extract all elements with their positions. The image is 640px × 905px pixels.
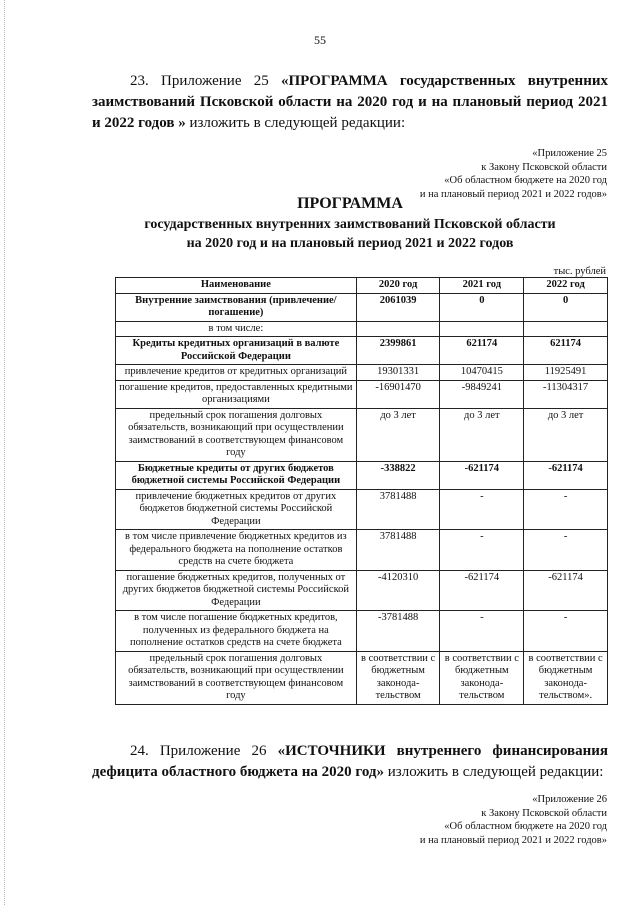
table-row [116,337,608,365]
table-row [116,651,608,704]
row-2022: -11304317 [524,380,608,408]
item-23-prefix: 23. Приложение 25 [130,73,281,89]
annex-25-line3: «Об областном бюджете на 2020 год [444,175,607,186]
row-name: в том числе погашение бюджетных кредитов, полученных из федерального бюджета на пополнение остатков средств на счете бюджета [116,611,357,652]
unit-label: тыс. рублей [553,266,606,277]
row-name: погашение кредитов, предоставленных кредитными организациями [116,380,357,408]
table-row [116,293,608,321]
row-2021 [440,321,524,337]
row-2020: в соответствии с бюджетным законода-тельством [356,651,440,704]
table-row [116,489,608,530]
row-2022 [524,321,608,337]
annex-26-header [420,793,607,847]
row-2022: - [524,530,608,571]
row-name: Кредиты кредитных организаций в валюте Российской Федерации [116,337,357,365]
table-row [116,408,608,461]
row-2021: - [440,530,524,571]
annex-26-line3: «Об областном бюджете на 2020 год [444,821,607,832]
annex-25-line2: к Закону Псковской области [481,161,607,173]
row-2022: до 3 лет [524,408,608,461]
table-row [116,365,608,381]
row-2020: 2399861 [356,337,440,365]
table-row [116,321,608,337]
table-row [116,570,608,611]
row-2020: до 3 лет [356,408,440,461]
row-2021: 10470415 [440,365,524,381]
borrowing-table [115,277,608,705]
row-2021: -9849241 [440,380,524,408]
row-2022: - [524,489,608,530]
row-2022: - [524,611,608,652]
table-row [116,530,608,571]
program-title: ПРОГРАММА [297,195,403,212]
row-2021: -621174 [440,570,524,611]
row-2022: в соответствии с бюджетным законода-тельством». [524,651,608,704]
program-subtitle-line1: государственных внутренних заимствований Псковской области [144,217,556,232]
item-24-bold: «ИСТОЧНИКИ внутреннего финансирования дефицита областного бюджета на 2020 год» [92,743,608,780]
row-2021: до 3 лет [440,408,524,461]
row-2020: -16901470 [356,380,440,408]
margin-line [4,0,6,905]
row-name: привлечение бюджетных кредитов от других бюджетов бюджетной системы Российской Федерации [116,489,357,530]
row-2021: -621174 [440,461,524,489]
row-name: в том числе привлечение бюджетных кредитов из федерального бюджета на пополнение остатков средств на счете бюджета [116,530,357,571]
table-row [116,380,608,408]
row-name: предельный срок погашения долговых обязательств, возникающий при осуществлении заимствований в соответствующем финансовом году [116,651,357,704]
header-2020: 2020 год [356,278,440,294]
row-2020: 3781488 [356,530,440,571]
row-2021: в соответствии с бюджетным законода-тельством [440,651,524,704]
row-name: в том числе: [116,321,357,337]
item-23-paragraph [92,71,608,134]
annex-25-line1: «Приложение 25 [532,148,607,159]
row-name: Бюджетные кредиты от других бюджетов бюджетной системы Российской Федерации [116,461,357,489]
table-header-row [116,278,608,294]
row-name: погашение бюджетных кредитов, полученных от других бюджетов бюджетной системы Российской Федерации [116,570,357,611]
annex-25-header [420,147,607,201]
program-subtitle [92,215,608,253]
annex-26-line4: и на плановый период 2021 и 2022 годов» [419,834,607,846]
row-2020: -3781488 [356,611,440,652]
item-24-paragraph [92,741,608,783]
row-2020 [356,321,440,337]
item-23-suffix: изложить в следующей редакции: [185,115,406,131]
table-row [116,461,608,489]
row-2022: 11925491 [524,365,608,381]
row-2020: 2061039 [356,293,440,321]
row-2022: -621174 [524,570,608,611]
annex-26-line2: к Закону Псковской области [481,807,607,819]
row-2021: - [440,611,524,652]
table-row [116,611,608,652]
item-24-prefix: 24. Приложение 26 [130,743,278,759]
item-24-suffix: изложить в следующей редакции: [384,764,604,780]
item-23-bold: «ПРОГРАММА государственных внутренних заимствований Псковской области на 2020 год и на плановый период 2021 и 2022 годов » [92,73,608,131]
program-subtitle-line2: на 2020 год и на плановый период 2021 и 2022 годов [186,236,514,251]
row-name: Внутренние заимствования (привлечение/погашение) [116,293,357,321]
row-2020: 3781488 [356,489,440,530]
page-number: 55 [314,33,326,47]
row-2021: - [440,489,524,530]
header-name: Наименование [116,278,357,294]
row-name: привлечение кредитов от кредитных организаций [116,365,357,381]
header-2021: 2021 год [440,278,524,294]
row-2020: -338822 [356,461,440,489]
row-2020: -4120310 [356,570,440,611]
row-2022: 621174 [524,337,608,365]
row-2020: 19301331 [356,365,440,381]
annex-25-line4: и на плановый период 2021 и 2022 годов» [419,188,607,200]
row-2021: 621174 [440,337,524,365]
annex-26-line1: «Приложение 26 [532,794,607,805]
header-2022: 2022 год [524,278,608,294]
row-2021: 0 [440,293,524,321]
row-2022: 0 [524,293,608,321]
row-name: предельный срок погашения долговых обязательств, возникающий при осуществлении заимствований в соответствующем финансовом году [116,408,357,461]
row-2022: -621174 [524,461,608,489]
